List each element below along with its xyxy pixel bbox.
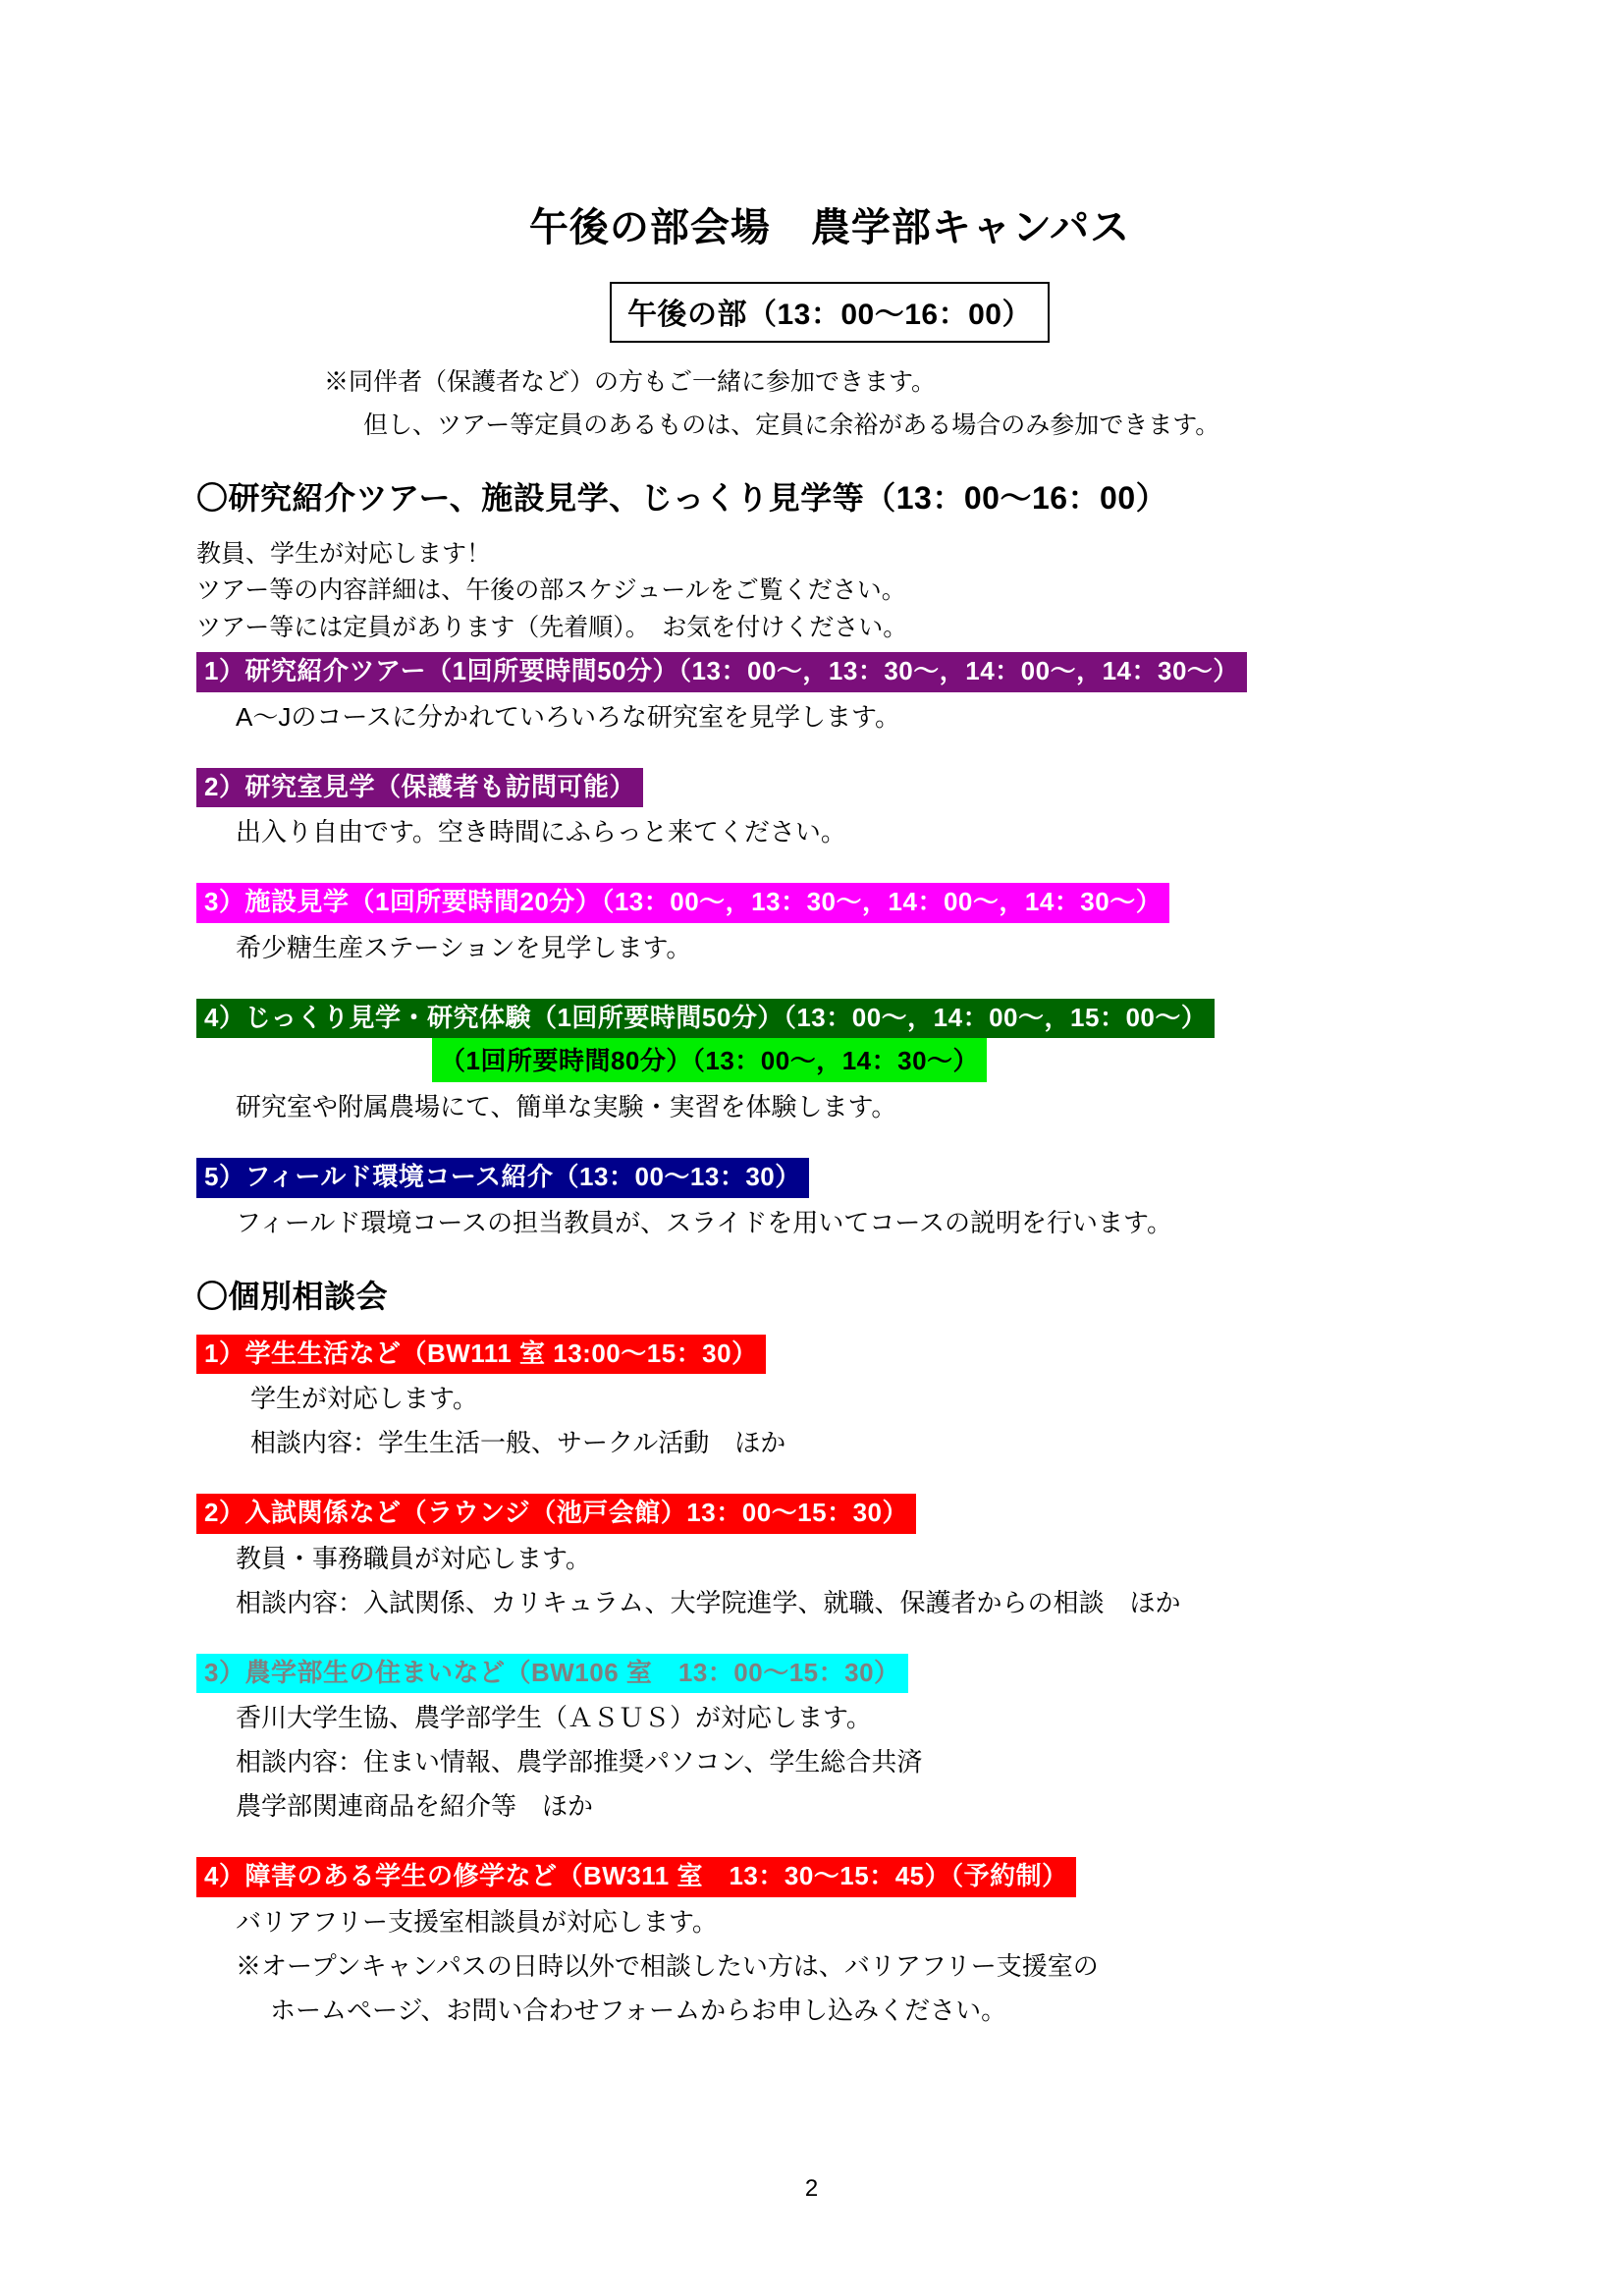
tour-item-2-body-line-1: 出入り自由です。空き時間にふらっと来てください。 (236, 817, 846, 847)
consult-item-2 (196, 1494, 1463, 1622)
tour-item-3-body-line-1: 希少糖生産ステーションを見学します。 (236, 932, 692, 962)
section-heading-consult: 〇個別相談会 (196, 1278, 389, 1314)
tour-item-2 (196, 768, 1463, 852)
consult-item-3-heading: 3）農学部生の住まいなど（BW106 室 13：00〜15：30） (196, 1654, 908, 1694)
consult-item-1-body-line-1: 学生が対応します。 (250, 1384, 478, 1413)
consult-item-3-body-line-3: 農学部関連商品を紹介等 ほか (236, 1791, 594, 1821)
tour-item-4-heading-secondary: （1回所要時間80分）（13：00〜，14：30〜） (432, 1038, 987, 1082)
consult-item-2-body-line-2: 相談内容：入試関係、カリキュラム、大学院進学、就職、保護者からの相談 ほか (236, 1587, 1181, 1617)
tour-item-3 (196, 883, 1463, 967)
consult-item-1-body-line-2: 相談内容：学生生活一般、サークル活動 ほか (250, 1428, 786, 1457)
note-line-1: ※同伴者（保護者など）の方もご一緒に参加できます。 (324, 368, 937, 396)
tours-intro-line-1: 教員、学生が対応します！ (196, 539, 492, 568)
tour-item-2-heading: 2）研究室見学（保護者も訪問可能） (196, 768, 643, 808)
session-box-container (196, 282, 1463, 343)
consult-item-3-body-line-1: 香川大学生協、農学部学生（ＡＳＵＳ）が対応します。 (236, 1703, 872, 1732)
consult-item-3 (196, 1654, 1463, 1827)
tour-item-4-heading: 4）じっくり見学・研究体験（1回所要時間50分）（13：00〜，14：00〜，15：00〜） (196, 999, 1215, 1039)
consult-item-4-body-line-3: ホームページ、お問い合わせフォームからお申し込みください。 (270, 1995, 1007, 2025)
tour-item-1-body-line-1: A〜Jのコースに分かれていろいろな研究室を見学します。 (236, 701, 900, 732)
tour-item-5 (196, 1158, 1463, 1242)
page-title: 午後の部会場 農学部キャンパス (528, 206, 1131, 249)
tours-intro-line-3: ツアー等には定員があります（先着順）。 お気を付けください。 (196, 613, 908, 641)
consult-item-2-heading: 2）入試関係など（ラウンジ（池戸会館）13：00〜15：30） (196, 1494, 916, 1534)
consult-item-3-body-line-2: 相談内容：住まい情報、農学部推奨パソコン、学生総合共済 (236, 1747, 923, 1777)
consult-item-1 (196, 1335, 1463, 1463)
page-content (196, 196, 1463, 2030)
consult-item-4-body-line-1: バリアフリー支援室相談員が対応します。 (236, 1906, 718, 1937)
tour-item-4-body-line-1: 研究室や附属農場にて、簡単な実験・実習を体験します。 (236, 1092, 897, 1121)
session-time-box: 午後の部（13：00〜16：00） (610, 282, 1050, 343)
consult-item-1-heading: 1）学生生活など（BW111 室 13:00〜15：30） (196, 1335, 766, 1375)
tour-item-5-body-line-1: フィールド環境コースの担当教員が、スライドを用いてコースの説明を行います。 (236, 1207, 1172, 1237)
consult-item-2-body-line-1: 教員・事務職員が対応します。 (236, 1543, 591, 1573)
consult-item-4 (196, 1857, 1463, 2030)
section-heading-tours: 〇研究紹介ツアー、施設見学、じっくり見学等（13：00〜16：00） (196, 479, 1168, 516)
consult-item-4-heading: 4）障害のある学生の修学など（BW311 室 13：30〜15：45）（予約制） (196, 1857, 1076, 1897)
tours-intro-line-2: ツアー等の内容詳細は、午後の部スケジュールをご覧ください。 (196, 576, 906, 604)
tour-item-1 (196, 652, 1463, 737)
tour-item-5-heading: 5）フィールド環境コース紹介（13：00〜13：30） (196, 1158, 809, 1198)
tour-item-3-heading: 3）施設見学（1回所要時間20分）（13：00〜，13：30〜，14：00〜，14：30〜） (196, 883, 1169, 923)
tour-item-1-heading: 1）研究紹介ツアー（1回所要時間50分）（13：00〜，13：30〜，14：00〜，14：30〜） (196, 652, 1247, 692)
page-number: 2 (804, 2175, 819, 2202)
consult-item-4-body-line-2: ※オープンキャンパスの日時以外で相談したい方は、バリアフリー支援室の (236, 1950, 1099, 1981)
tour-item-4 (196, 999, 1463, 1127)
note-line-2: 但し、ツアー等定員のあるものは、定員に余裕がある場合のみ参加できます。 (363, 411, 1220, 440)
